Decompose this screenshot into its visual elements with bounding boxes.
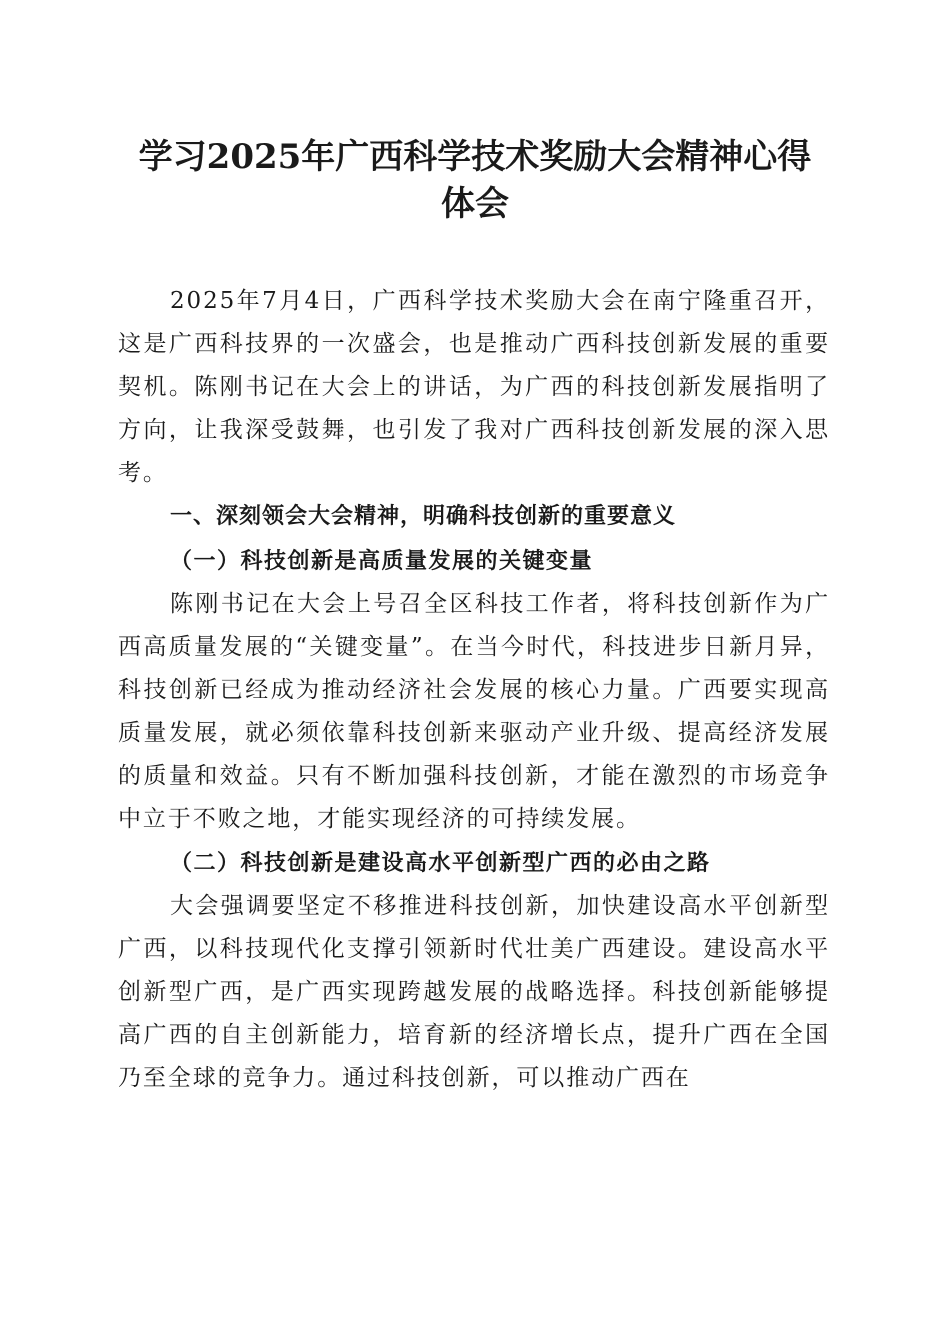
section-heading-1: 一、深刻领会大会精神，明确科技创新的重要意义 (170, 504, 677, 529)
title-line-1: 学习2025年广西科学技术奖励大会精神心得 (138, 137, 812, 177)
subsection-1-paragraph: 陈刚书记在大会上号召全区科技工作者，将科技创新作为广西高质量发展的“关键变量”。在当今时代，科技进步日新月异，科技创新已经成为推动经济社会发展的核心力量。广西要实现高质量发展，就必须依靠科技创新来驱动产业升级、提高经济发展的质量和效益。只有不断加强科技创新，才能在激烈的市场竞争中立于不败之地，才能实现经济的可持续发展。 (118, 591, 830, 832)
intro-paragraph: 2025年7月4日，广西科学技术奖励大会在南宁隆重召开，这是广西科技界的一次盛会，也是推动广西科技创新发展的重要契机。陈刚书记在大会上的讲话，为广西的科技创新发展指明了方向，让我深受鼓舞，也引发了我对广西科技创新发展的深入思考。 (118, 288, 830, 486)
document-title (110, 134, 840, 228)
subsection-heading-1: （一）科技创新是高质量发展的关键变量 (170, 548, 594, 574)
subsection-2-paragraph: 大会强调要坚定不移推进科技创新，加快建设高水平创新型广西，以科技现代化支撑引领新时代壮美广西建设。建设高水平创新型广西，是广西实现跨越发展的战略选择。科技创新能够提高广西的自主创新能力，培育新的经济增长点，提升广西在全国乃至全球的竞争力。通过科技创新，可以推动广西在 (118, 893, 830, 1091)
document-body (118, 280, 830, 1100)
title-line-2: 体会 (441, 184, 509, 224)
subsection-heading-2: （二）科技创新是建设高水平创新型广西的必由之路 (170, 850, 711, 876)
